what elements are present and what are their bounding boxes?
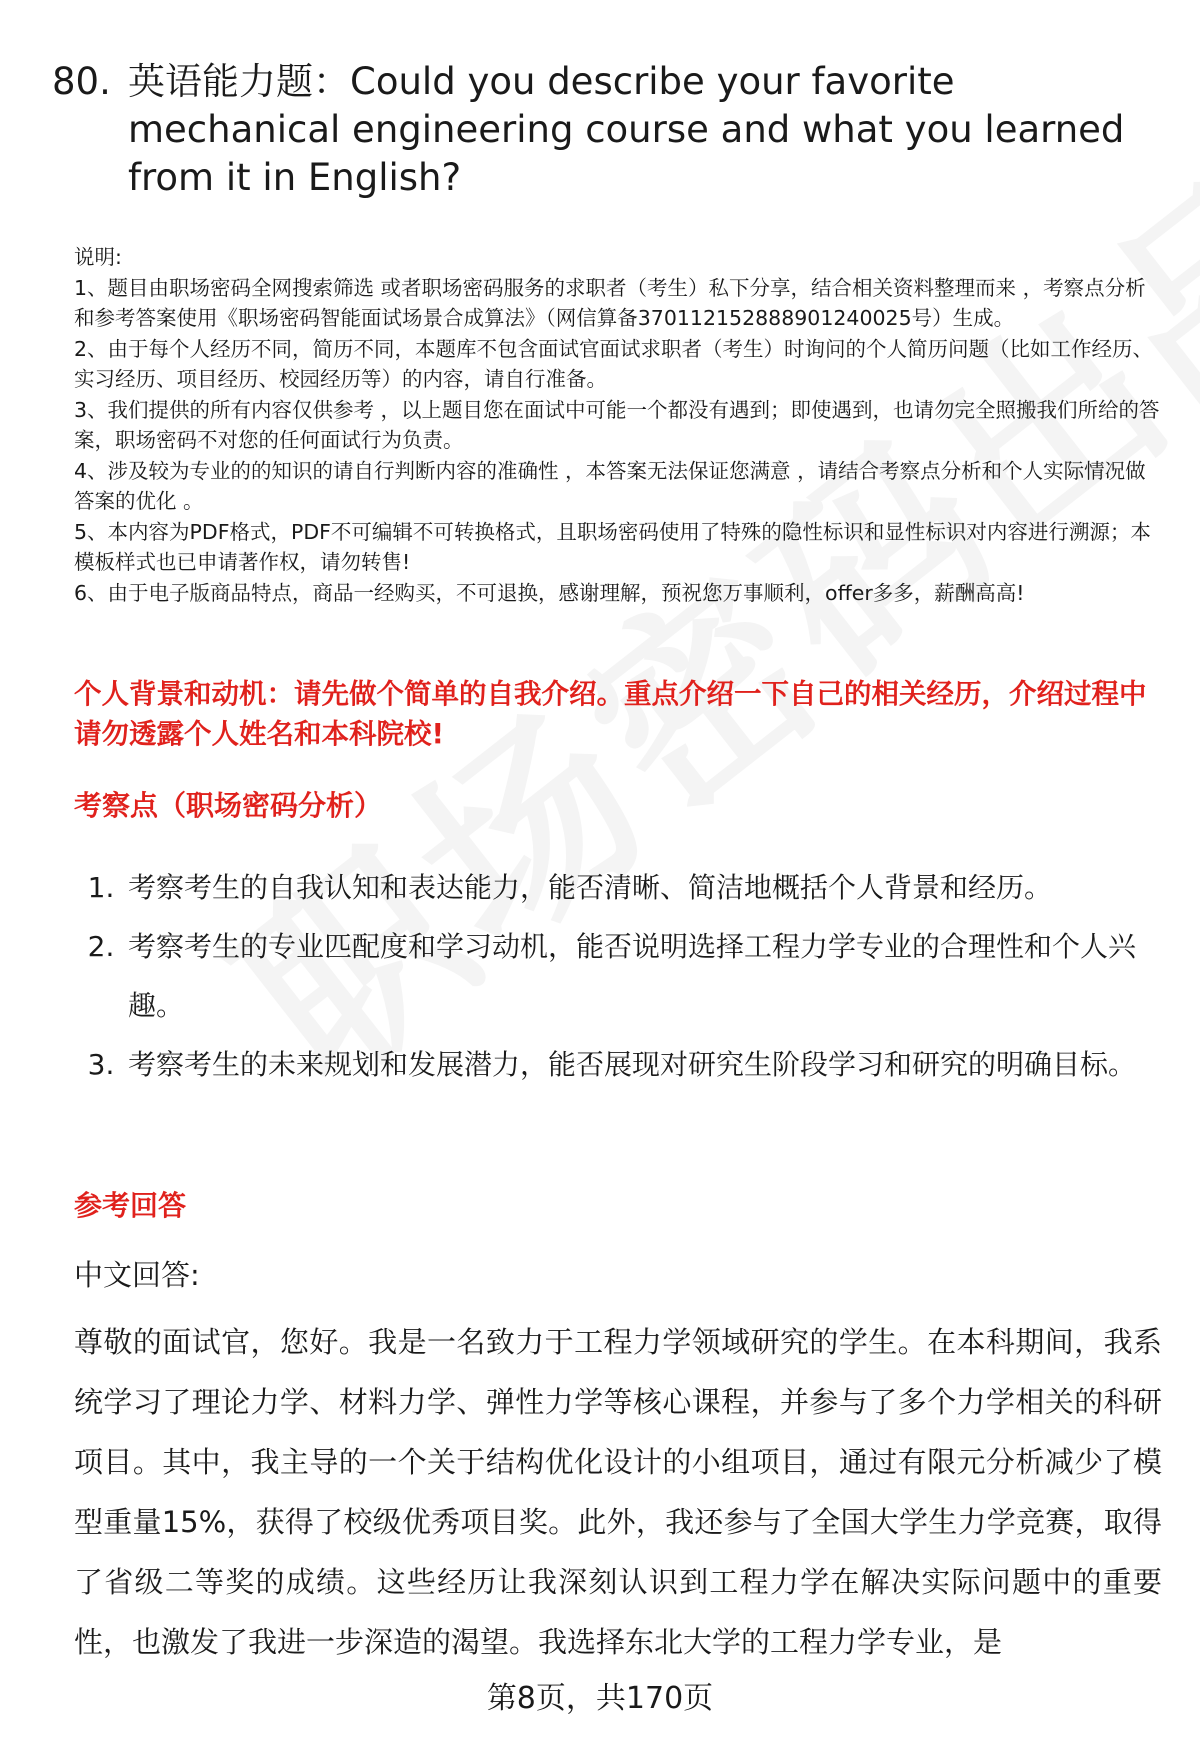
notes-item: 3、我们提供的所有内容仅供参考 ，以上题目您在面试中可能一个都没有遇到；即使遇到，也请勿完全照搬我们所给的答案，职场密码不对您的任何面试行为负责。 bbox=[74, 397, 1160, 452]
notes-item: 4、涉及较为专业的的知识的请自行判断内容的准确性 ，本答案无法保证您满意 ，请结合考察点分析和个人实际情况做答案的优化 。 bbox=[74, 458, 1146, 513]
list-item bbox=[74, 858, 1164, 917]
notes-item: 5、本内容为PDF格式，PDF不可编辑不可转换格式，且职场密码使用了特殊的隐性标识和显性标识对内容进行溯源；本模板样式也已申请著作权，请勿转售! bbox=[74, 519, 1151, 574]
list-text: 考察考生的自我认知和表达能力，能否清晰、简洁地概括个人背景和经历。 bbox=[128, 871, 1053, 904]
page-footer: 第8页，共170页 bbox=[486, 1681, 714, 1716]
answer-body: 尊敬的面试官，您好。我是一名致力于工程力学领域研究的学生。在本科期间，我系统学习了理论力学、材料力学、弹性力学等核心课程，并参与了多个力学相关的科研项目。其中，我主导的一个关于结构优化设计的小组项目，通过有限元分析减少了模型重量15%，获得了校级优秀项目奖。此外，我还参与了全国大学生力学竞赛，取得了省级二等奖的成绩。这些经历让我深刻认识到工程力学在解决实际问题中的重要性，也激发了我进一步深造的渴望。我选择东北大学的工程力学专业，是 bbox=[74, 1325, 1162, 1659]
list-text: 考察考生的专业匹配度和学习动机，能否说明选择工程力学专业的合理性和个人兴趣。 bbox=[128, 930, 1137, 1022]
points-list bbox=[74, 858, 1164, 1094]
answer-label: 中文回答: bbox=[74, 1258, 200, 1292]
notes-item: 1、题目由职场密码全网搜索筛选 或者职场密码服务的求职者（考生）私下分享，结合相关资料整理而来 ，考察点分析和参考答案使用《职场密码智能面试场景合成算法》（网信算备370112152888901240025号）生成。 bbox=[74, 275, 1146, 330]
list-number: 3. bbox=[87, 1048, 115, 1081]
question-text: 英语能力题：Could you describe your favorite mechanical engineering course and what you learned from it in English? bbox=[128, 60, 1125, 199]
list-item bbox=[74, 1035, 1164, 1094]
notes-item: 6、由于电子版商品特点，商品一经购买，不可退换，感谢理解，预祝您万事顺利，offer多多，薪酬高高! bbox=[74, 580, 1025, 605]
list-item bbox=[74, 917, 1164, 1035]
question bbox=[52, 58, 1152, 202]
answer-heading: 参考回答 bbox=[74, 1189, 187, 1222]
notes-title: 说明: bbox=[74, 245, 122, 269]
list-number: 1. bbox=[87, 871, 115, 904]
points-heading: 考察点（职场密码分析） bbox=[74, 789, 383, 822]
list-text: 考察考生的未来规划和发展潜力，能否展现对研究生阶段学习和研究的明确目标。 bbox=[128, 1048, 1137, 1081]
background-heading: 个人背景和动机：请先做个简单的自我介绍。重点介绍一下自己的相关经历，介绍过程中请勿透露个人姓名和本科院校! bbox=[74, 678, 1147, 750]
notes-section bbox=[74, 242, 1160, 608]
question-number: 80. bbox=[52, 60, 111, 103]
notes-item: 2、由于每个人经历不同，简历不同，本题库不包含面试官面试求职者（考生）时询问的个人简历问题（比如工作经历、实习经历、项目经历、校园经历等）的内容，请自行准备。 bbox=[74, 336, 1154, 391]
list-number: 2. bbox=[87, 930, 115, 963]
